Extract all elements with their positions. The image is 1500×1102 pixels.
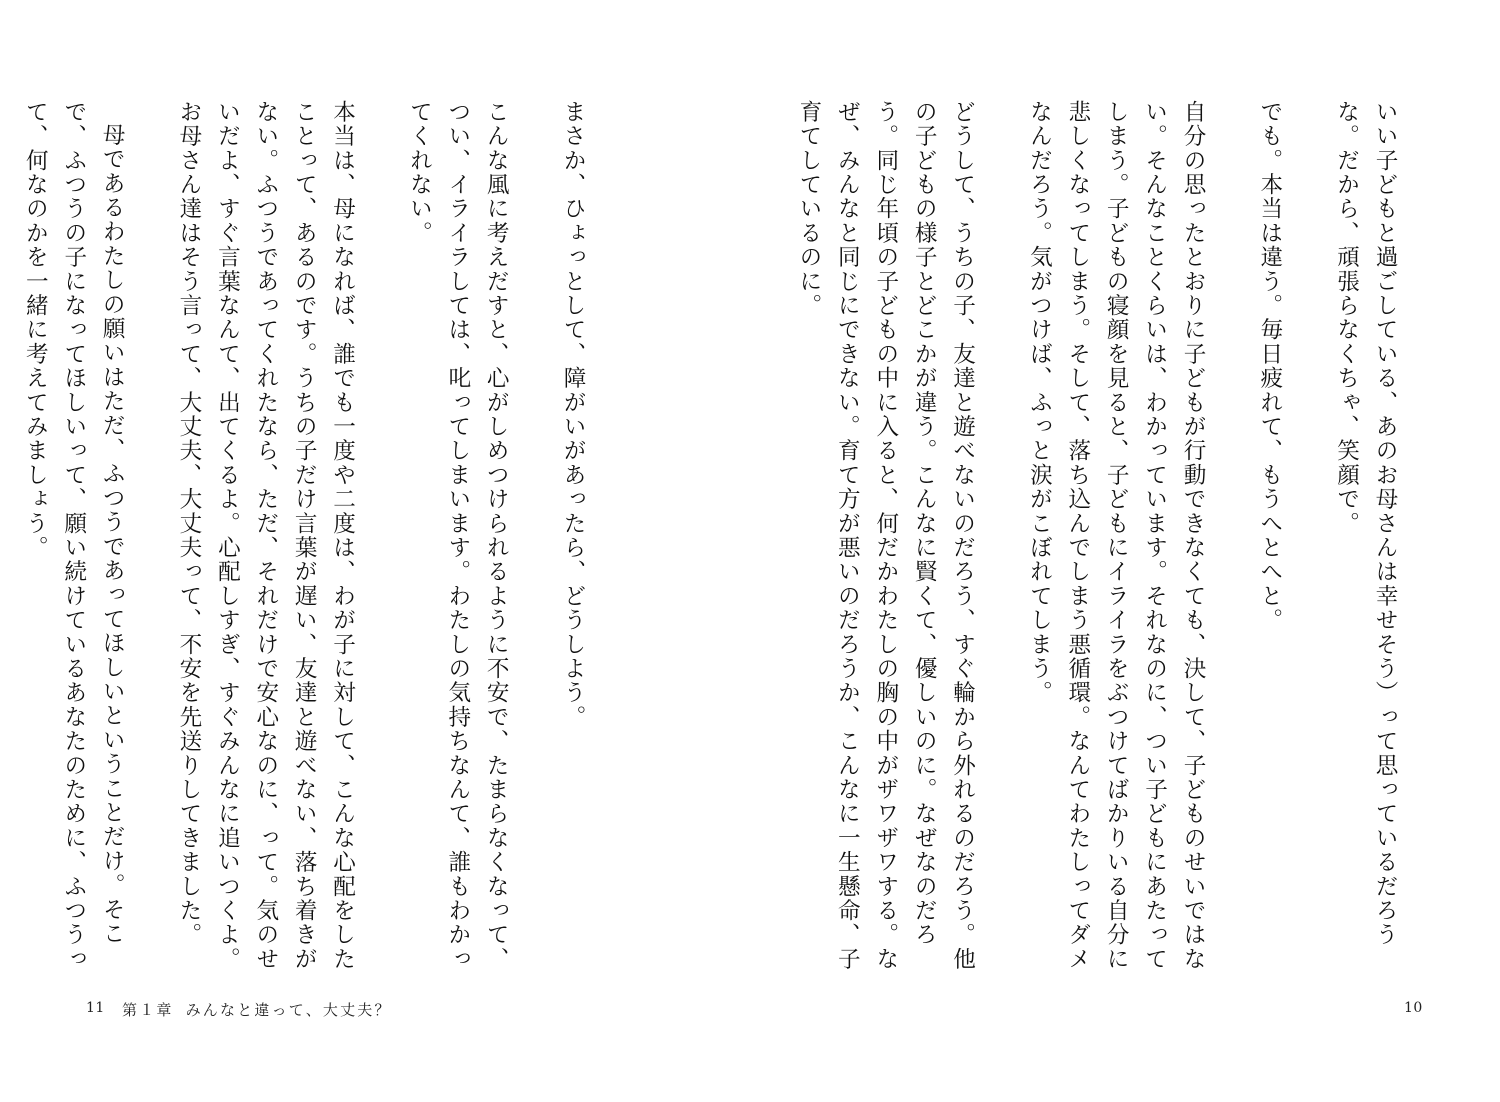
page-number: 10 (1404, 1000, 1423, 1016)
left-page-body (16, 100, 592, 980)
right-page-body (790, 100, 1404, 980)
paragraph: 自分の思ったとおりに子どもが行動できなくても、決して、子どものせいではない。そんなことくらいは、わかっています。それなのに、つい子どもにあたってしまう。子どもの寝顔を見ると、子どもにイライラをぶつけてばかりいる自分に悲しくなってしまう。そして、落ち込んでしまう悪循環。なんてわたしってダメなんだろう。気がつけば、ふっと涙がこぼれてしまう。 (1026, 100, 1206, 972)
running-head (122, 999, 392, 1020)
paragraph: 本当は、母になれば、誰でも一度や二度は、わが子に対して、こんな心配をしたことって、あるのです。うちの子だけ言葉が遅い、友達と遊べない、落ち着きがない。ふつうであってくれたなら、ただ、それだけで安心なのに、って。気のせいだよ、すぐ言葉なんて、出てくるよ。心配しすぎ、すぐみんなに追いつくよ。お母さん達はそう言って、大丈夫、大丈夫って、不安を先送りしてきました。 (175, 100, 356, 972)
paragraph: でも。本当は違う。毎日疲れて、もうへとへと。 (1256, 100, 1283, 633)
paragraph: まさか、ひょっとして、障がいがあったら、どうしよう。 (560, 100, 586, 730)
running-head-title: みんなと違って、大丈夫？ (185, 1001, 392, 1019)
running-head-chapter: 第１章 (122, 1001, 174, 1019)
paragraph: どうして、うちの子、友達と遊べないのだろう、すぐ輪から外れるのだろう。他の子どもの様子とどこかが違う。こんなに賢くて、優しいのに。なぜなのだろう。同じ年頃の子どもの中に入ると、何だかわたしの胸の中がザワザワする。なぜ、みんなと同じにできない。育て方が悪いのだろうか、こんなに一生懸命、子育てしているのに。 (795, 100, 976, 972)
right-page (750, 0, 1500, 1102)
paragraph: こんな風に考えだすと、心がしめつけられるように不安で、たまらなくなって、つい、イライラしては、叱ってしまいます。わたしの気持ちなんて、誰もわかってくれない。 (406, 100, 510, 972)
paragraph: いい子どもと過ごしている、あのお母さんは幸せそう）って思っているだろうな。だから、頑張らなくちゃ、笑顔で。 (1333, 100, 1398, 947)
paragraph: 母であるわたしの願いはただ、ふつうであってほしいということだけ。そこで、ふつうの子になってほしいって、願い続けているあなたのために、ふつうって、何なのかを一緒に考えてみましょう。 (22, 100, 126, 972)
page-number: 11 (86, 1000, 105, 1016)
